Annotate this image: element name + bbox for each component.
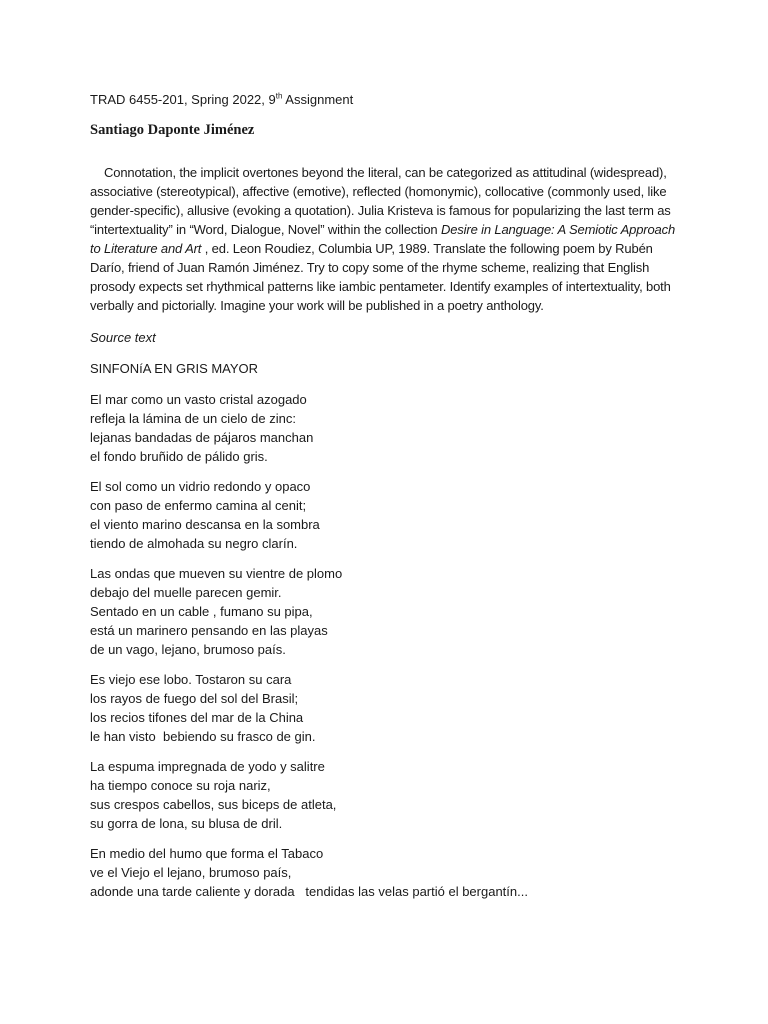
poem-line: de un vago, lejano, brumoso país. <box>90 642 286 657</box>
document-page <box>90 90 680 912</box>
poem-stanza-4 <box>90 670 680 746</box>
course-header <box>90 90 680 109</box>
poem-line: le han visto bebiendo su frasco de gin. <box>90 729 316 744</box>
poem-line: los rayos de fuego del sol del Brasil; <box>90 691 299 706</box>
poem-line: el viento marino descansa en la sombra <box>90 517 320 532</box>
poem-line: tiendo de almohada su negro clarín. <box>90 536 298 551</box>
poem-title: SINFONíA EN GRIS MAYOR <box>90 361 259 376</box>
poem-line: el fondo bruñido de pálido gris. <box>90 449 268 464</box>
ordinal-suffix: th <box>275 91 283 101</box>
poem-line: sus crespos cabellos, sus biceps de atleta, <box>90 797 337 812</box>
poem-line: adonde una tarde caliente y dorada tendidas las velas partió el bergantín... <box>90 884 528 899</box>
poem-line: su gorra de lona, su blusa de dril. <box>90 816 283 831</box>
poem-line: los recios tifones del mar de la China <box>90 710 304 725</box>
poem-stanza-5 <box>90 757 680 833</box>
poem-line: ve el Viejo el lejano, brumoso país, <box>90 865 292 880</box>
poem-line: refleja la lámina de un cielo de zinc: <box>90 411 296 426</box>
poem-line: lejanas bandadas de pájaros manchan <box>90 430 314 445</box>
poem-line: En medio del humo que forma el Tabaco <box>90 846 324 861</box>
poem-stanza-2 <box>90 477 680 553</box>
intro-part-2: , ed. Leon Roudiez, Columbia UP, 1989. Translate the following poem by Rubén Darío, friend of Juan Ramón Jiménez. Try to copy some of the rhyme scheme, realizing that English prosody expects set rhythmical patterns like iambic pentameter. Identify examples of intertextuality, both verbally and pictorially. Imagine your work will be published in a poetry anthology. <box>90 241 671 313</box>
source-text-label: Source text <box>90 330 156 345</box>
poem-line: está un marinero pensando en las playas <box>90 623 328 638</box>
course-header-text: TRAD 6455-201, Spring 2022, 9 <box>90 92 276 107</box>
poem-line: La espuma impregnada de yodo y salitre <box>90 759 325 774</box>
poem-line: Es viejo ese lobo. Tostaron su cara <box>90 672 292 687</box>
poem-line: El mar como un vasto cristal azogado <box>90 392 307 407</box>
poem-stanza-1 <box>90 390 680 466</box>
poem-stanza-6 <box>90 844 680 901</box>
poem-line: El sol como un vidrio redondo y opaco <box>90 479 311 494</box>
poem-line: Sentado en un cable , fumano su pipa, <box>90 604 313 619</box>
book-title: Desire in Language: A Semiotic Approach to Literature and Art <box>90 222 676 256</box>
intro-part-1: Connotation, the implicit overtones beyond the literal, can be categorized as attitudinal (widespread), associative (stereotypical), affective (emotive), reflected (homonymic), collocative (commonly used, like gender-specific), allusive (evoking a quotation). Julia Kristeva is famous for popularizing the last term as “intertextuality” in “Word, Dialogue, Novel” within the collection <box>90 165 671 237</box>
poem-stanza-3 <box>90 564 680 659</box>
course-header-suffix: Assignment <box>282 92 354 107</box>
author-name: Santiago Daponte Jiménez <box>90 122 255 138</box>
intro-paragraph <box>90 163 680 315</box>
poem-line: debajo del muelle parecen gemir. <box>90 585 282 600</box>
poem-line: con paso de enfermo camina al cenit; <box>90 498 307 513</box>
poem-line: ha tiempo conoce su roja nariz, <box>90 778 271 793</box>
poem-line: Las ondas que mueven su vientre de plomo <box>90 566 343 581</box>
